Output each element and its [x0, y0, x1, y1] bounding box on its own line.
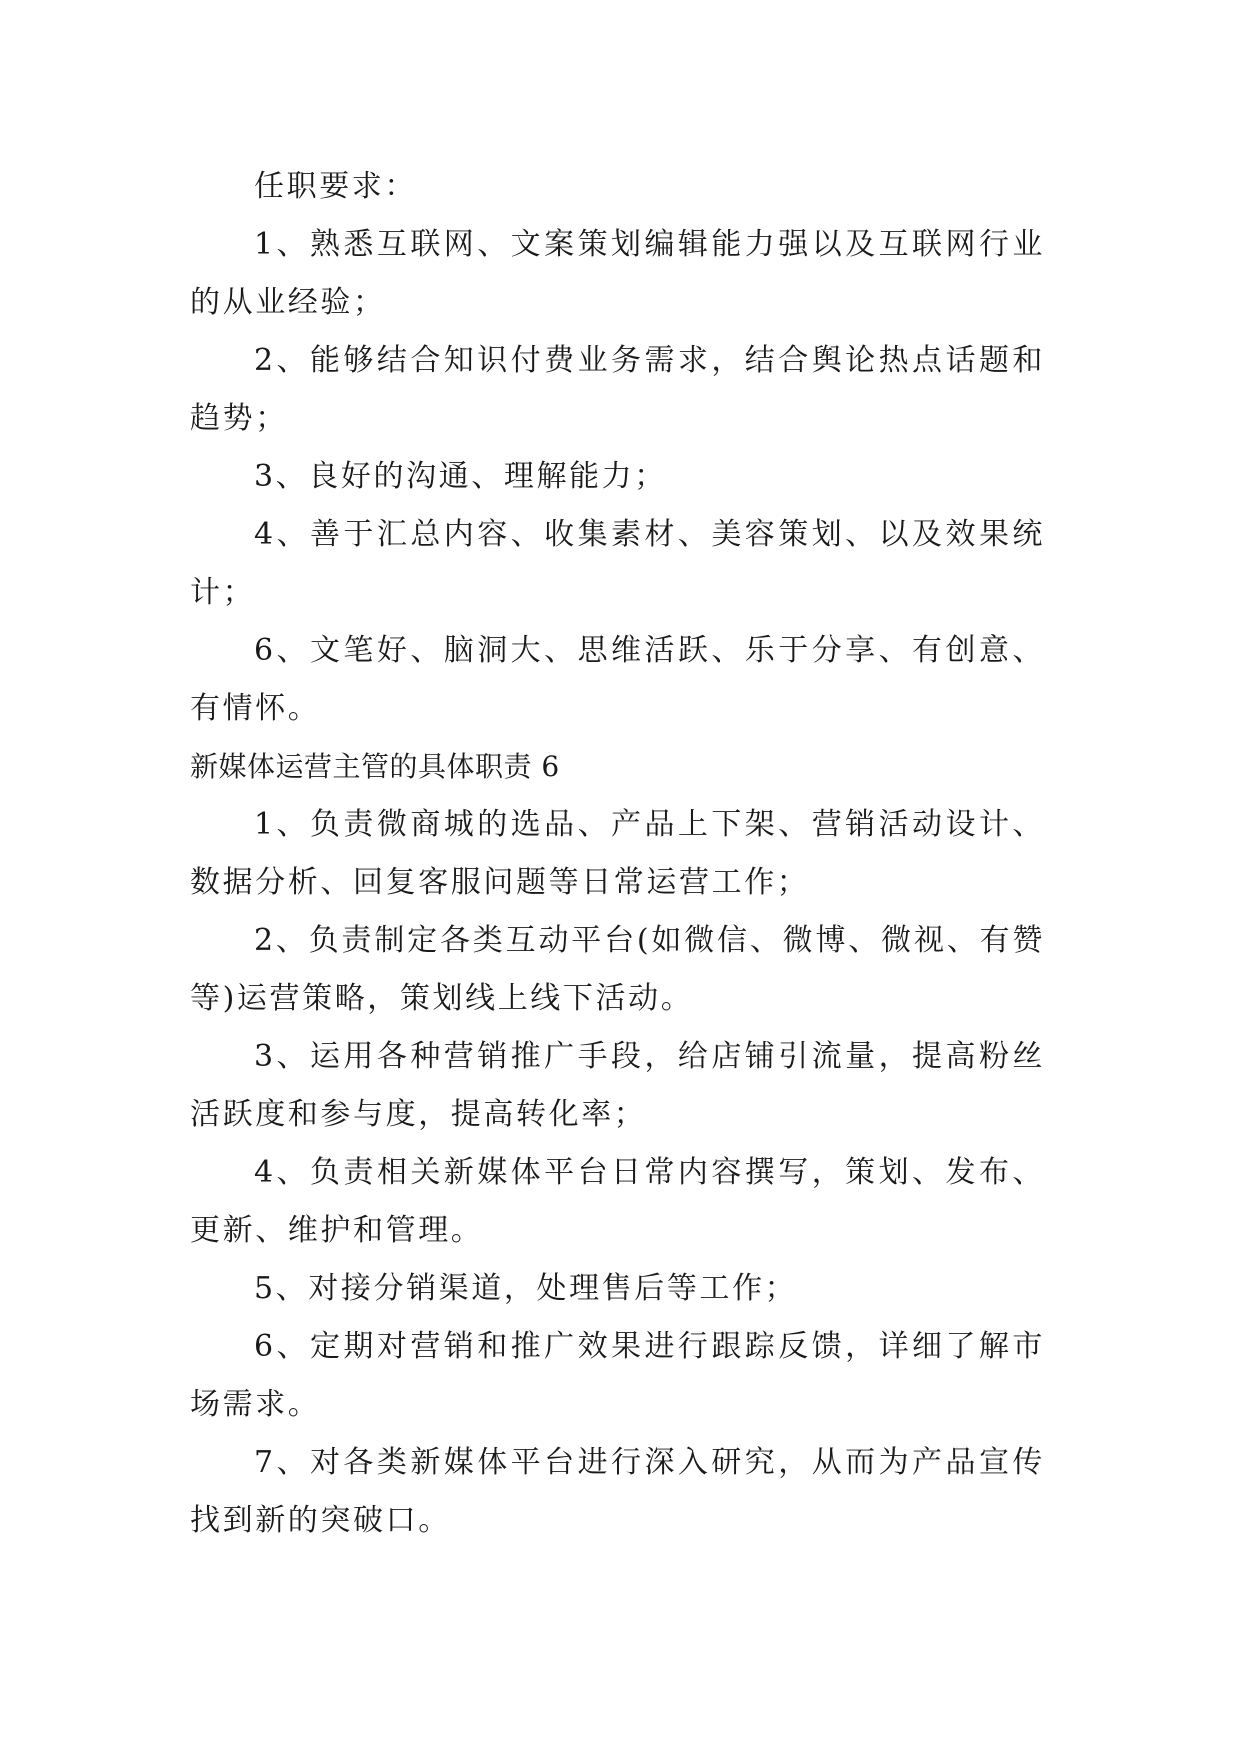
duty-item-2: 2、负责制定各类互动平台(如微信、微博、微视、有赞等)运营策略，策划线上线下活动。: [190, 923, 1045, 1016]
duty-item-6: 6、定期对营销和推广效果进行跟踪反馈，详细了解市场需求。: [190, 1329, 1045, 1422]
requirement-item-3: 3、良好的沟通、理解能力；: [254, 459, 667, 494]
requirement-item-2: 2、能够结合知识付费业务需求，结合舆论热点话题和趋势；: [190, 343, 1045, 436]
duty-item-3: 3、运用各种营销推广手段，给店铺引流量，提高粉丝活跃度和参与度，提高转化率；: [190, 1039, 1045, 1132]
requirement-item-1: 1、熟悉互联网、文案策划编辑能力强以及互联网行业的从业经验；: [190, 227, 1045, 320]
duty-item-4: 4、负责相关新媒体平台日常内容撰写，策划、发布、更新、维护和管理。: [190, 1155, 1045, 1248]
requirements-title: 任职要求：: [254, 169, 417, 204]
duty-item-7: 7、对各类新媒体平台进行深入研究，从而为产品宣传找到新的突破口。: [190, 1445, 1045, 1538]
requirement-item-6: 6、文笔好、脑洞大、思维活跃、乐于分享、有创意、有情怀。: [190, 633, 1045, 726]
document-body: [190, 158, 1045, 1550]
duty-item-5: 5、对接分销渠道，处理售后等工作；: [254, 1271, 798, 1306]
requirement-item-4: 4、善于汇总内容、收集素材、美容策划、以及效果统计；: [190, 517, 1045, 610]
section-heading: 新媒体运营主管的具体职责 6: [190, 750, 560, 783]
duty-item-1: 1、负责微商城的选品、产品上下架、营销活动设计、数据分析、回复客服问题等日常运营工作；: [190, 807, 1045, 900]
